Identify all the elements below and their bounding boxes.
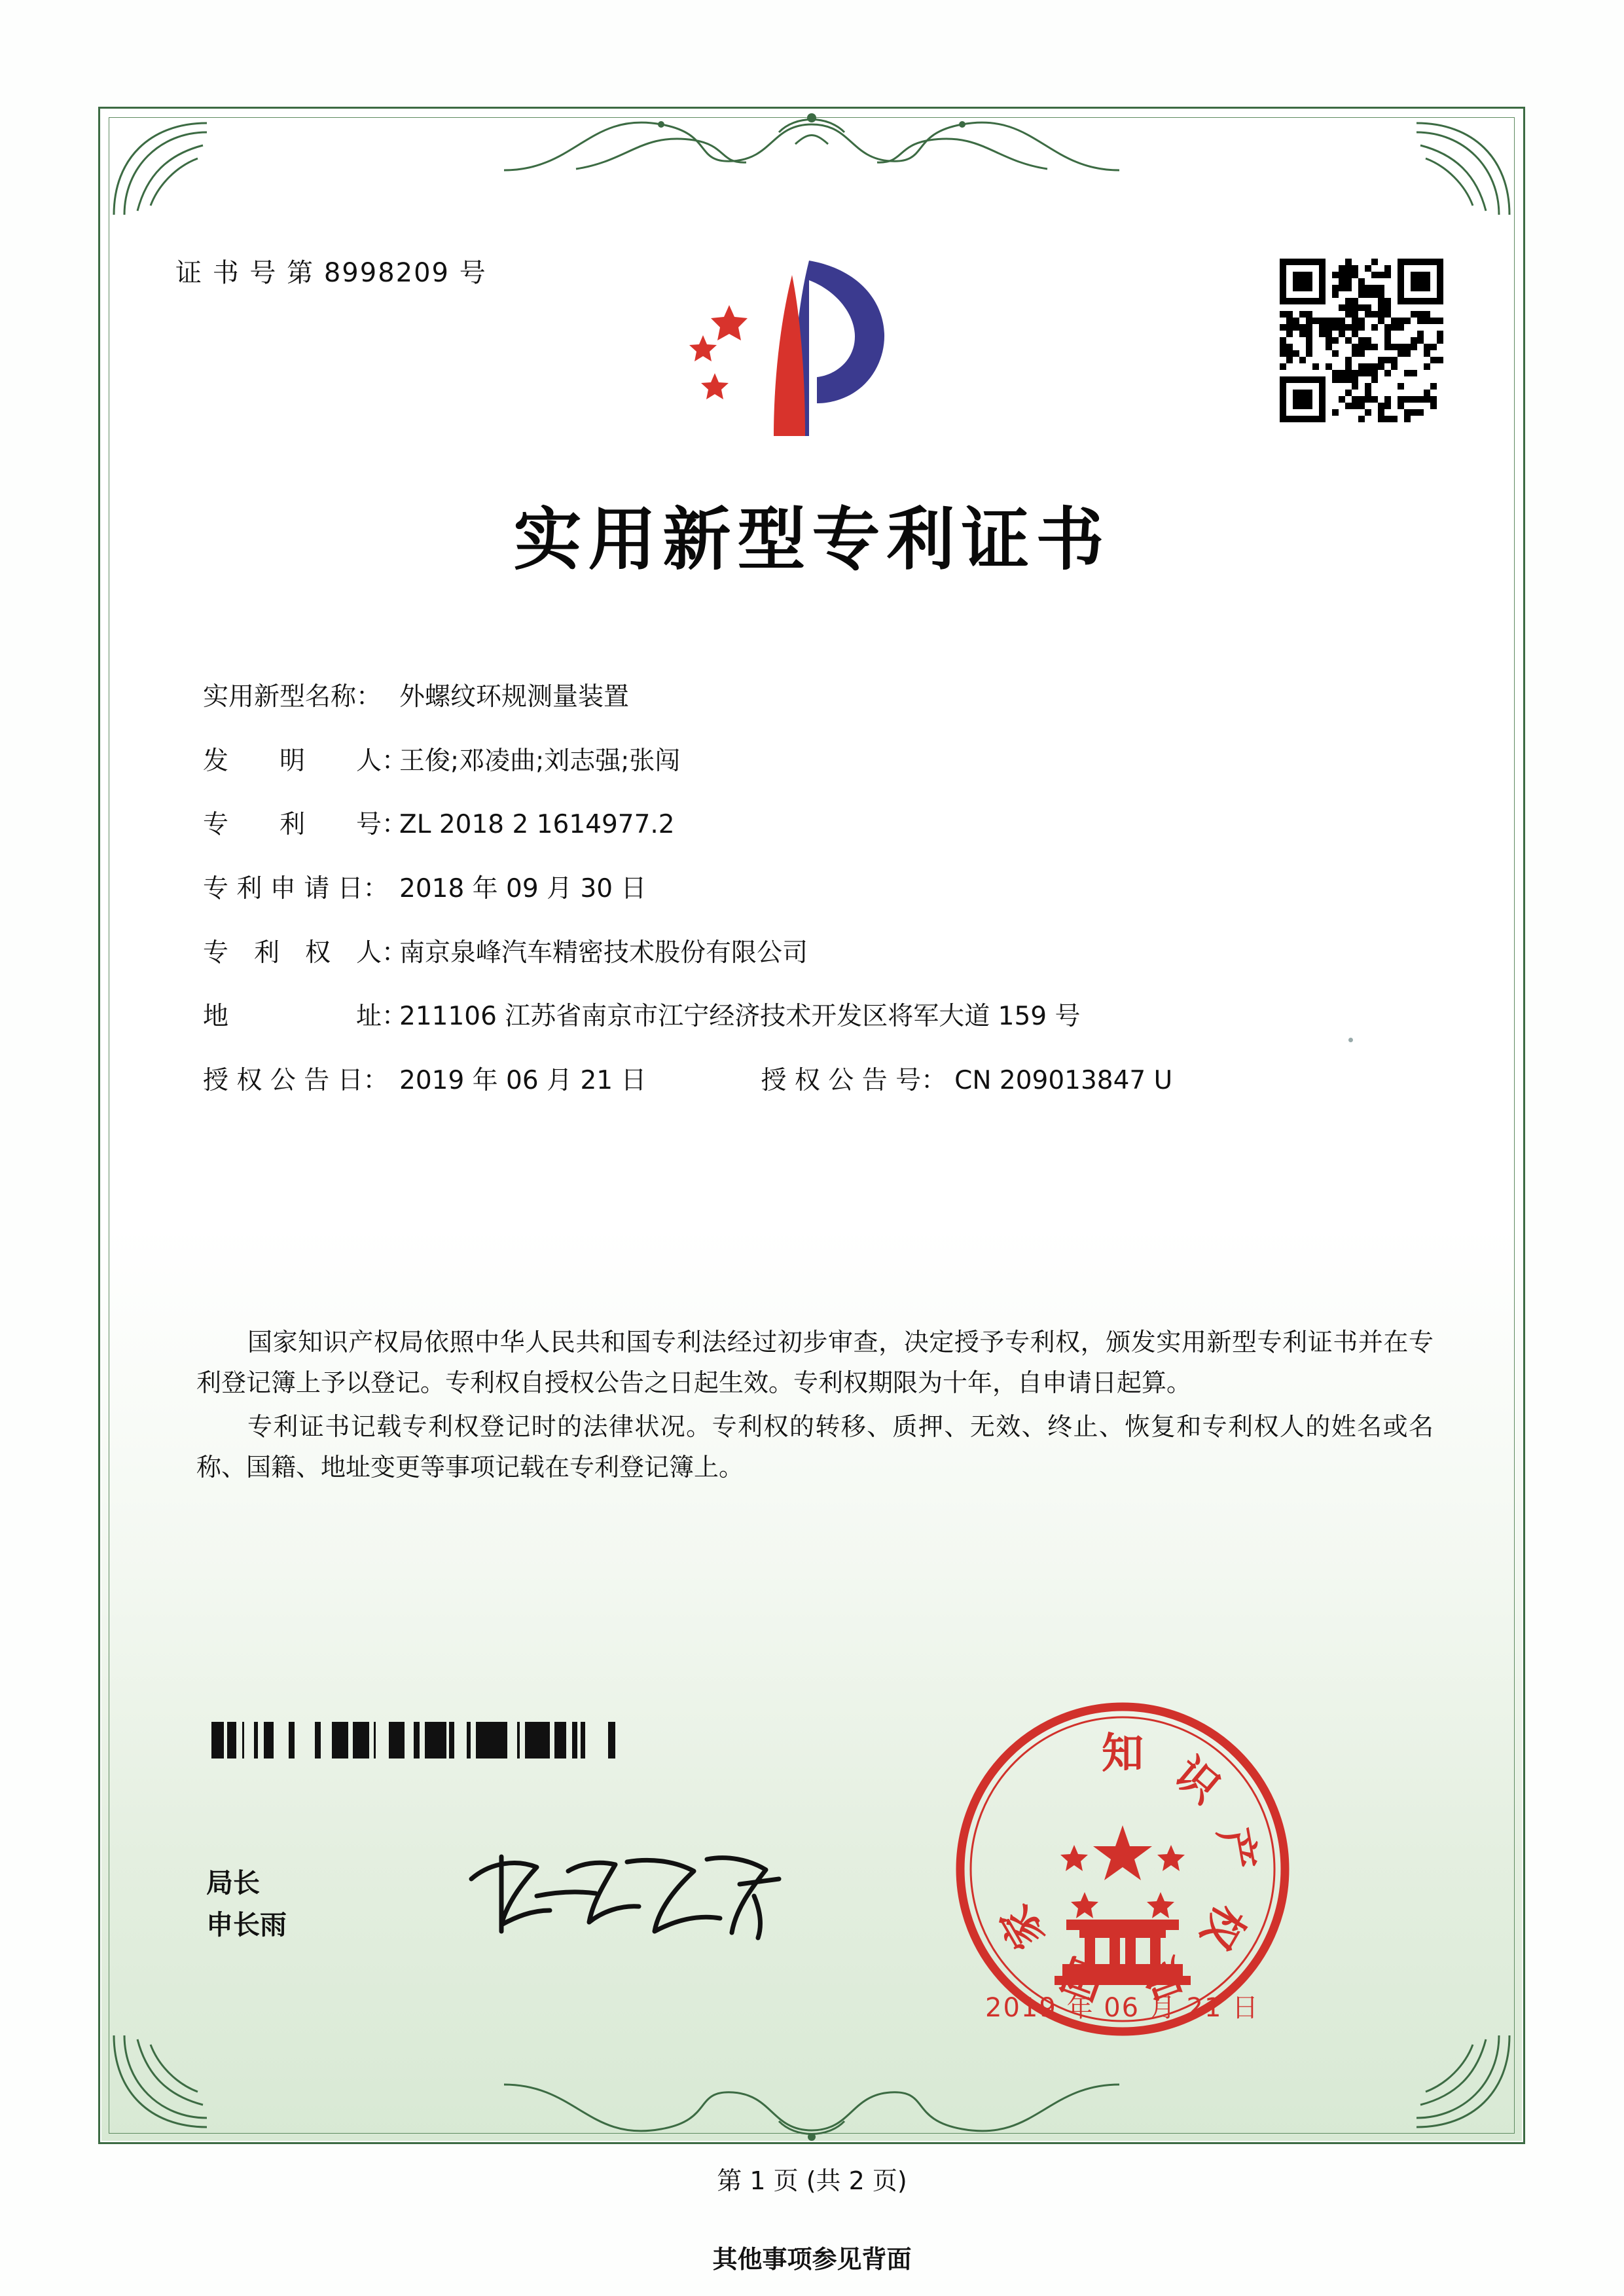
legal-paragraph-2: 专利证书记载专利权登记时的法律状况。专利权的转移、质押、无效、终止、恢复和专利权人的姓名或名称、国籍、地址变更等事项记载在专利登记簿上。 (196, 1412, 1434, 1482)
field-label: 专 利 申 请 日： (203, 874, 389, 904)
field-value: ZL 2018 2 1614977.2 (399, 810, 675, 840)
field-row-patentee (203, 937, 1447, 970)
handwritten-signature (458, 1833, 799, 1958)
field-label: 地 址： (203, 1002, 408, 1032)
cnipa-logo (681, 249, 929, 445)
legal-paragraph-1: 国家知识产权局依照中华人民共和国专利法经过初步审查，决定授予专利权，颁发实用新型专利证书并在专利登记簿上予以登记。专利权自授权公告之日起生效。专利权期限为十年，自申请日起算。 (196, 1328, 1434, 1397)
field-value: 2018 年 09 月 30 日 (399, 874, 647, 904)
field-row-application-date (203, 873, 1447, 906)
top-ornament (497, 98, 1126, 177)
qr-code-grid (1280, 259, 1443, 422)
page-title: 实用新型专利证书 (513, 500, 1111, 579)
svg-text:识: 识 (1164, 1749, 1229, 1813)
signature-name: 申长雨 (206, 1908, 287, 1941)
field-value: 王俊;邓凌曲;刘志强;张闯 (399, 746, 681, 776)
field-label: 专 利 号： (203, 810, 408, 840)
signature-role-label: 局长 (206, 1867, 260, 1899)
field-list (203, 681, 1447, 1129)
svg-text:家: 家 (991, 1896, 1055, 1958)
barcode (209, 1722, 615, 1758)
back-note: 其他事项参见背面 (712, 2245, 912, 2274)
field-value: 211106 江苏省南京市江宁经济技术开发区将军大道 159 号 (399, 1002, 1081, 1032)
field-label-grant-date: 授 权 公 告 日： (203, 1066, 389, 1096)
field-row-patent-number (203, 809, 1447, 842)
field-value: 南京泉峰汽车精密技术股份有限公司 (399, 938, 808, 968)
field-label: 实用新型名称： (203, 682, 382, 712)
svg-text:知: 知 (1102, 1730, 1144, 1778)
field-label-grant-number: 授 权 公 告 号： (761, 1066, 947, 1096)
qr-code (1280, 259, 1443, 422)
field-value-grant-number: CN 209013847 U (954, 1066, 1173, 1096)
signature-block (206, 1863, 287, 1946)
svg-text:产: 产 (1208, 1824, 1264, 1874)
page-number: 第 1 页 (共 2 页) (717, 2166, 907, 2195)
field-row-grant (203, 1065, 1447, 1098)
field-value: 外螺纹环规测量装置 (399, 682, 630, 712)
svg-text:权: 权 (1191, 1896, 1254, 1958)
seal-date: 2019 年 06 月 21 日 (985, 1993, 1260, 2023)
stray-mark (1348, 1038, 1353, 1042)
field-label: 发 明 人： (203, 746, 408, 776)
field-row-inventor (203, 745, 1447, 778)
bottom-ornament (497, 2082, 1126, 2154)
field-row-name (203, 681, 1447, 714)
certificate-number: 证 书 号 第 8998209 号 (175, 258, 487, 288)
field-label: 专 利 权 人： (203, 938, 408, 968)
field-row-address (203, 1000, 1447, 1034)
field-value-grant-date: 2019 年 06 月 21 日 (399, 1066, 647, 1096)
legal-text (196, 1322, 1434, 1491)
